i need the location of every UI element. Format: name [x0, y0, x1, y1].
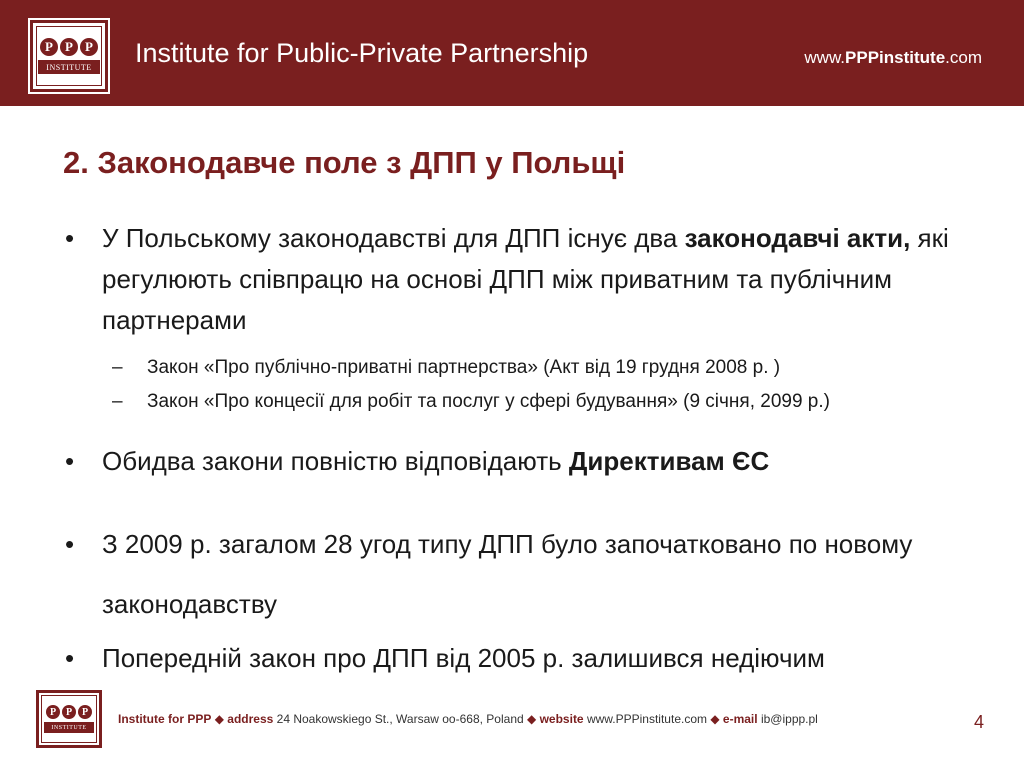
logo-band: INSTITUTE — [44, 722, 94, 733]
diamond-icon: ◆ — [214, 712, 224, 726]
footer-website-link[interactable]: www.PPPinstitute.com — [586, 712, 707, 726]
logo-letter: P — [60, 38, 78, 56]
logo-letter: P — [46, 705, 60, 719]
logo-letter: P — [40, 38, 58, 56]
logo-letter: P — [78, 705, 92, 719]
logo-letter: P — [62, 705, 76, 719]
organization-name: Institute for Public-Private Partnership — [135, 38, 589, 68]
bullet-item: • З 2009 р. загалом 28 угод типу ДПП було започатковано по новому законодавству — [65, 514, 995, 634]
sub-bullet-item: – Закон «Про концесії для робіт та послуг у сфері будування» (9 січня, 2099 р.) — [112, 391, 830, 412]
footer-contact: Institute for PPP ◆ address 24 Noakowskiego St., Warsaw oo-668, Poland ◆ website www.PPPinstitute.com ◆ e-mail ib@ippp.pl — [118, 712, 818, 726]
footer-email-link[interactable]: ib@ippp.pl — [760, 712, 818, 726]
website-url: www.PPPinstitute.com — [804, 48, 982, 67]
diamond-icon: ◆ — [710, 712, 720, 726]
bullet-item: • Попередній закон про ДПП від 2005 р. залишився недіючим — [65, 638, 995, 679]
header-bar — [0, 0, 1024, 106]
sub-bullet-item: – Закон «Про публічно-приватні партнерства» (Акт від 19 грудня 2008 р. ) — [112, 357, 781, 378]
institute-logo — [30, 20, 108, 92]
footer-logo — [36, 690, 102, 748]
slide-content — [65, 218, 995, 679]
logo-band: INSTITUTE — [38, 60, 100, 74]
slide-title: 2. Законодавче поле з ДПП у Польщі — [63, 145, 626, 180]
logo-letter: P — [80, 38, 98, 56]
diamond-icon: ◆ — [527, 712, 537, 726]
bullet-item: • У Польському законодавстві для ДПП існує два законодавчі акти, які регулюють співпрацю на основі ДПП між приватним та публічним партнерами — [65, 218, 995, 341]
bullet-item: • Обидва закони повністю відповідають Директивам ЄС — [65, 441, 995, 482]
page-number: 4 — [973, 712, 984, 732]
